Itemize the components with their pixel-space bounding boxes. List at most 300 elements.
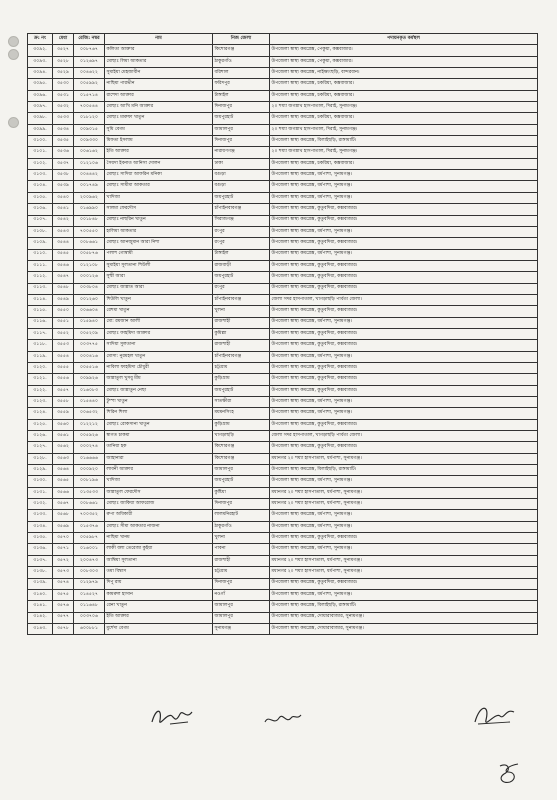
cell-home-district: সিরাজগঞ্জ xyxy=(213,215,270,226)
cell-home-district: কুমিল্লা xyxy=(213,328,270,339)
cell-home-district: পাবনা xyxy=(213,544,270,555)
cell-merit: ৩৫৩৫ xyxy=(53,136,74,147)
cell-home-district: খুলনা xyxy=(213,533,270,544)
cell-name: মোসা: নুরমহল খাতুন xyxy=(105,351,213,362)
table-row xyxy=(28,192,538,203)
cell-posting-station: উপজেলা স্বাস্থ্য কমপ্লেক্স, ধর্মপাশা, সুনামগঞ্জ। xyxy=(270,397,538,408)
cell-home-district: বরিশাল xyxy=(213,68,270,79)
cell-home-district: রাজবাড়ী xyxy=(213,260,270,271)
cell-name: জান্নাতুল ফেরদৌস xyxy=(105,487,213,498)
cell-name: রুপা অধিকারী xyxy=(105,510,213,521)
table-row xyxy=(28,544,538,555)
cell-registration: ০০০১২৬ xyxy=(74,272,105,283)
cell-name: নাছিমা পারভীন xyxy=(105,79,213,90)
table-row xyxy=(28,419,538,430)
cell-name: মোছাঃ আনজুমান আরা নিশা xyxy=(105,238,213,249)
cell-home-district: রাজশাহী xyxy=(213,317,270,328)
cell-home-district: জামালপুর xyxy=(213,124,270,135)
cell-serial: ৩১২৪. xyxy=(28,408,53,419)
cell-name: জাহানারা xyxy=(105,453,213,464)
cell-serial: ৩১২৩. xyxy=(28,397,53,408)
cell-registration: ০১৫৭১৪ xyxy=(74,90,105,101)
cell-registration: ০০০২৭৪ xyxy=(74,442,105,453)
cell-merit: ৩৫৭৪ xyxy=(53,578,74,589)
cell-merit: ৩৫৫৫ xyxy=(53,362,74,373)
header-posting-station: পদায়নকৃত কর্মস্থল xyxy=(270,34,538,45)
cell-registration: ০১৫৩৭৬ xyxy=(74,521,105,532)
cell-home-district: চাঁপাইনবাবগঞ্জ xyxy=(213,351,270,362)
cell-name: তমা বিশ্বাস xyxy=(105,567,213,578)
cell-posting-station: উপজেলা স্বাস্থ্য কমপ্লেক্স, ধর্মপাশা, সুনামগঞ্জ। xyxy=(270,510,538,521)
cell-merit: ৩৫৩১ xyxy=(53,90,74,101)
table-row xyxy=(28,238,538,249)
cell-posting-station: উপজেলা স্বাস্থ্য কমপ্লেক্স, কুতুবদিয়া, কক্সবাজার। xyxy=(270,204,538,215)
cell-registration: ০০৪৬২২ xyxy=(74,68,105,79)
table-row xyxy=(28,306,538,317)
table-row xyxy=(28,294,538,305)
table-row xyxy=(28,476,538,487)
cell-serial: ৩১৩২. xyxy=(28,499,53,510)
cell-posting-station: উপজেলা স্বাস্থ্য কমপ্লেক্স, ধর্মপাশা, সুনামগঞ্জ। xyxy=(270,544,538,555)
cell-posting-station: উপজেলা স্বাস্থ্য কমপ্লেক্স, ধর্মপাশা, সুনামগঞ্জ। xyxy=(270,589,538,600)
cell-serial: ৩১৪০. xyxy=(28,589,53,600)
cell-name: মিফতা ইসলাম xyxy=(105,136,213,147)
cell-home-district: জয়পুরহাট xyxy=(213,113,270,124)
cell-serial: ৩১২৭. xyxy=(28,442,53,453)
cell-serial: ৩১২৯. xyxy=(28,465,53,476)
table-row xyxy=(28,465,538,476)
cell-posting-station: উপজেলা স্বাস্থ্য কমপ্লেক্স, বিলাইছড়ি, রাঙ্গামাটি। xyxy=(270,136,538,147)
cell-name: মুর্শেদা বেগম xyxy=(105,623,213,634)
cell-posting-station: উপজেলা স্বাস্থ্য কমপ্লেক্স, কুতুবদিয়া, কক্সবাজার। xyxy=(270,215,538,226)
cell-name: কামরুল হাসান xyxy=(105,589,213,600)
table-row xyxy=(28,499,538,510)
cell-registration: ০০৯৩৩০ xyxy=(74,136,105,147)
cell-merit: ৩৫৫৮ xyxy=(53,397,74,408)
cell-serial: ৩১০৩. xyxy=(28,170,53,181)
table-row xyxy=(28,431,538,442)
cell-registration: ২০০৪৭৩ xyxy=(74,555,105,566)
cell-name: জান্নাতুল খুসবু মীম xyxy=(105,374,213,385)
cell-home-district: চাঁপাইনবাবগঞ্জ xyxy=(213,294,270,305)
cell-registration: ০০৫৯৮৭ xyxy=(74,533,105,544)
cell-merit: ৩৫৪৭ xyxy=(53,272,74,283)
cell-merit: ৩৫৩৬ xyxy=(53,147,74,158)
cell-registration: ৬০০৮৮১ xyxy=(74,623,105,634)
cell-serial: ৩০৯২. xyxy=(28,45,53,56)
cell-home-district: জয়পুরহাট xyxy=(213,192,270,203)
cell-name: ইতি আক্তার xyxy=(105,147,213,158)
cell-merit: ৩৫৬৫ xyxy=(53,476,74,487)
cell-serial: ৩০৯৬. xyxy=(28,90,53,101)
posting-table xyxy=(27,33,538,635)
cell-name: তানিয়া হক xyxy=(105,442,213,453)
cell-merit: ৩৫৬২ xyxy=(53,442,74,453)
cell-posting-station: উপজেলা স্বাস্থ্য কমপ্লেক্স, কুতুবদিয়া, কক্সবাজার। xyxy=(270,340,538,351)
cell-name: নাছিমা খানম xyxy=(105,533,213,544)
cell-serial: ৩১১৪. xyxy=(28,294,53,305)
table-row xyxy=(28,521,538,532)
cell-name: মো: রমজান আলী xyxy=(105,317,213,328)
cell-home-district: চট্টগ্রাম xyxy=(213,567,270,578)
cell-posting-station: জেলা সদর হাসপাতাল, খাগড়াছড়ি পার্বত্য জেলা। xyxy=(270,431,538,442)
header-home-district: নিজ জেলা xyxy=(213,34,270,45)
cell-merit: ৩৫২৭ xyxy=(53,45,74,56)
table-row xyxy=(28,453,538,464)
cell-posting-station: মধ্যনগর ২০ শয্যা হাসপাতাল, ধর্মপাশা, সুনামগঞ্জ। xyxy=(270,499,538,510)
cell-merit: ৩৫৫৩ xyxy=(53,340,74,351)
cell-posting-station: উপজেলা স্বাস্থ্য কমপ্লেক্স, ধর্মপাশা, সুনামগঞ্জ। xyxy=(270,181,538,192)
cell-serial: ৩১১১. xyxy=(28,260,53,271)
cell-serial: ৩১৩৪. xyxy=(28,521,53,532)
table-row xyxy=(28,362,538,373)
cell-name: সালমা ফেরদৌস xyxy=(105,204,213,215)
cell-registration: ০০১৭৪৯ xyxy=(74,181,105,192)
cell-merit: ৩৫৭৭ xyxy=(53,612,74,623)
cell-serial: ৩১০৭. xyxy=(28,215,53,226)
cell-registration: ০০৩৮০৪ xyxy=(74,283,105,294)
cell-home-district: কুড়িগ্রাম xyxy=(213,419,270,430)
cell-home-district: কিশোরগঞ্জ xyxy=(213,442,270,453)
cell-home-district: রংপুর xyxy=(213,238,270,249)
cell-serial: ৩১৪১. xyxy=(28,601,53,612)
cell-merit: ৩৫৬৪ xyxy=(53,465,74,476)
cell-home-district: টাঙ্গাইল xyxy=(213,249,270,260)
cell-registration: ০০৫২০৯ xyxy=(74,328,105,339)
cell-serial: ৩১৩৩. xyxy=(28,510,53,521)
cell-registration: ০১৬০০১ xyxy=(74,544,105,555)
table-row xyxy=(28,510,538,521)
cell-posting-station: উপজেলা স্বাস্থ্য কমপ্লেক্স, ধর্মপাশা, সুনামগঞ্জ। xyxy=(270,317,538,328)
cell-home-district: বগুড়া xyxy=(213,181,270,192)
cell-home-district: জয়পুরহাট xyxy=(213,385,270,396)
cell-name: নাবিলা ফাহমিদা চৌধুরী xyxy=(105,362,213,373)
cell-home-district: কুড়িগ্রাম xyxy=(213,374,270,385)
cell-serial: ৩১২৫. xyxy=(28,419,53,430)
cell-serial: ৩১২১. xyxy=(28,374,53,385)
cell-registration: ০০৫৯২৬ xyxy=(74,431,105,442)
cell-name: শিউলি খাতুন xyxy=(105,294,213,305)
cell-registration: ৭০০৫৫০ xyxy=(74,226,105,237)
table-row xyxy=(28,487,538,498)
cell-merit: ৩৫৫৭ xyxy=(53,385,74,396)
cell-merit: ৩৫৩৪ xyxy=(53,124,74,135)
cell-registration: ০০৯৯২৬ xyxy=(74,374,105,385)
cell-posting-station: উপজেলা স্বাস্থ্য কমপ্লেক্স, বিলাইছড়ি, রাঙ্গামাটি। xyxy=(270,465,538,476)
cell-posting-station: মধ্যনগর ২০ শয্যা হাসপাতাল, ধর্মপাশা, সুনামগঞ্জ। xyxy=(270,567,538,578)
table-row xyxy=(28,113,538,124)
cell-name: হালিমা আকতার xyxy=(105,226,213,237)
cell-merit: ৩৫৪৬ xyxy=(53,260,74,271)
cell-serial: ৩১১৭. xyxy=(28,328,53,339)
cell-posting-station: উপজেলা স্বাস্থ্য কমপ্লেক্স, কুতুবদিয়া, কক্সবাজার। xyxy=(270,385,538,396)
cell-merit: ৩৫৭১ xyxy=(53,544,74,555)
cell-serial: ৩১৩১. xyxy=(28,487,53,498)
cell-name: লাবনী আক্তার xyxy=(105,465,213,476)
table-row xyxy=(28,601,538,612)
cell-name: মোছাঃ ফাহমিদা আক্তার xyxy=(105,328,213,339)
cell-posting-station: উপজেলা স্বাস্থ্য কমপ্লেক্স, কুতুবদিয়া, কক্সবাজার। xyxy=(270,260,538,271)
cell-merit: ৩৫৪৪ xyxy=(53,238,74,249)
cell-posting-station: মধ্যনগর ২০ শয্যা হাসপাতাল, ধর্মপাশা, সুনামগঞ্জ। xyxy=(270,453,538,464)
cell-posting-station: উপজেলা স্বাস্থ্য কমপ্লেক্স, ধর্মপাশা, সুনামগঞ্জ। xyxy=(270,408,538,419)
cell-merit: ৩৫৪৩ xyxy=(53,226,74,237)
cell-posting-station: উপজেলা স্বাস্থ্য কমপ্লেক্স, কুতুবদিয়া, কক্সবাজার। xyxy=(270,283,538,294)
cell-registration: ০০১২৬০ xyxy=(74,294,105,305)
cell-serial: ৩১৪৩. xyxy=(28,623,53,634)
cell-serial: ৩০৯৯. xyxy=(28,124,53,135)
cell-serial: ৩১১৫. xyxy=(28,306,53,317)
cell-home-district: নওগাঁ xyxy=(213,589,270,600)
cell-registration: ০১৬৯৯০ xyxy=(74,204,105,215)
table-row xyxy=(28,124,538,135)
cell-merit: ৩৫৩৮ xyxy=(53,170,74,181)
cell-registration: ০১৬০৮৩ xyxy=(74,385,105,396)
cell-merit: ৩৫২৮ xyxy=(53,56,74,67)
cell-name: দিপু রায় xyxy=(105,578,213,589)
header-registration: রেজি: নম্বর xyxy=(74,34,105,45)
cell-registration: ০০৮৬৬১ xyxy=(74,238,105,249)
cell-name: ইতি আক্তার xyxy=(105,612,213,623)
cell-merit: ৩৫৬৬ xyxy=(53,487,74,498)
cell-name: মোছাঃ নাছরিন খাতুন xyxy=(105,215,213,226)
cell-serial: ৩১৪২. xyxy=(28,612,53,623)
cell-home-district: দিনাজপুর xyxy=(213,499,270,510)
cell-name: মোছাঃ মারুফা খাতুন xyxy=(105,113,213,124)
cell-merit: ৩৫৩৭ xyxy=(53,158,74,169)
cell-registration: ০১৩৫৩৩ xyxy=(74,487,105,498)
cell-posting-station: উপজেলা স্বাস্থ্য কমপ্লেক্স, ধর্মপাশা, সুনামগঞ্জ। xyxy=(270,249,538,260)
table-row xyxy=(28,272,538,283)
cell-posting-station: ২০ শয্যা জগন্নাথ হাসপাতাল, দিরাই, সুনামগঞ্জ। xyxy=(270,124,538,135)
cell-registration: ০১২১০৮ xyxy=(74,260,105,271)
cell-posting-station: উপজেলা স্বাস্থ্য কমপ্লেক্স, ধর্মপাশা, সুনামগঞ্জ। xyxy=(270,170,538,181)
cell-serial: ৩১০০. xyxy=(28,136,53,147)
cell-name: স্বাগত চাকমা xyxy=(105,431,213,442)
table-row xyxy=(28,68,538,79)
cell-registration: ২০০৯৬২ xyxy=(74,192,105,203)
cell-name: খাদিজা xyxy=(105,192,213,203)
cell-merit: ৩৫৪০ xyxy=(53,192,74,203)
cell-posting-station: জেলা সদর হাসপাতাল, খাগড়াছড়ি পার্বত্য জেলা। xyxy=(270,294,538,305)
header-serial: ক্র: নং xyxy=(28,34,53,45)
cell-posting-station: উপজেলা স্বাস্থ্য কমপ্লেক্স, দোয়ারাবাজার, সুনামগঞ্জ। xyxy=(270,612,538,623)
table-row xyxy=(28,158,538,169)
cell-home-district: রাজশাহী xyxy=(213,340,270,351)
cell-serial: ৩১২০. xyxy=(28,362,53,373)
cell-name: মোছাঃ জান্নাত আরা xyxy=(105,283,213,294)
cell-serial: ৩১১২. xyxy=(28,272,53,283)
cell-name: সৈয়দা ইবনাত আনিসা দোলন xyxy=(105,158,213,169)
cell-name: সুমাইয়া সুলতানা শিউলী xyxy=(105,260,213,271)
cell-serial: ৩০৯৪. xyxy=(28,68,53,79)
table-row xyxy=(28,45,538,56)
cell-serial: ৩১২২. xyxy=(28,385,53,396)
cell-serial: ৩১৩৫. xyxy=(28,533,53,544)
cell-merit: ৩৫৫০ xyxy=(53,306,74,317)
cell-name: মোছাঃ রোকসানা খাতুন xyxy=(105,419,213,430)
table-row xyxy=(28,578,538,589)
cell-posting-station: মধ্যনগর ২০ শয্যা হাসপাতাল, ধর্মপাশা, সুনামগঞ্জ। xyxy=(270,487,538,498)
cell-name: রেশমা খাতুন xyxy=(105,306,213,317)
cell-registration: ০১২২১২ xyxy=(74,419,105,430)
cell-home-district: নারায়ণগঞ্জ xyxy=(213,147,270,158)
cell-home-district: রংপুর xyxy=(213,226,270,237)
table-row xyxy=(28,260,538,271)
cell-merit: ৩৫৩০ xyxy=(53,79,74,90)
table-row xyxy=(28,215,538,226)
cell-serial: ৩১৩৭. xyxy=(28,555,53,566)
cell-name: মোছাঃ আখি মনি আক্তার xyxy=(105,102,213,113)
cell-merit: ৩৫৭৩ xyxy=(53,567,74,578)
signature-mark xyxy=(494,760,524,786)
cell-name: মোছাঃ লিমা আকতার xyxy=(105,56,213,67)
cell-posting-station: উপজেলা স্বাস্থ্য কমপ্লেক্স, পেকুয়া, কক্সবাজার। xyxy=(270,45,538,56)
cell-posting-station: উপজেলা স্বাস্থ্য কমপ্লেক্স, চকরিয়া, কক্সবাজার। xyxy=(270,113,538,124)
cell-posting-station: উপজেলা স্বাস্থ্য কমপ্লেক্স, চকরিয়া, কক্সবাজার। xyxy=(270,90,538,101)
cell-serial: ৩১৩৬. xyxy=(28,544,53,555)
cell-home-district: কুষ্টিয়া xyxy=(213,487,270,498)
cell-merit: ৩৫৩৯ xyxy=(53,181,74,192)
table-row xyxy=(28,340,538,351)
cell-merit: ৩৫৩৩ xyxy=(53,113,74,124)
signature-mark xyxy=(262,706,304,730)
table-row xyxy=(28,170,538,181)
cell-home-district: বগুড়া xyxy=(213,170,270,181)
header-name: নাম xyxy=(105,34,213,45)
cell-posting-station: উপজেলা স্বাস্থ্য কমপ্লেক্স, কুতুবদিয়া, কক্সবাজার। xyxy=(270,419,538,430)
cell-posting-station: উপজেলা স্বাস্থ্য কমপ্লেক্স, কুতুবদিয়া, কক্সবাজার। xyxy=(270,442,538,453)
cell-name: রেনা খাতুন xyxy=(105,601,213,612)
table-row xyxy=(28,374,538,385)
cell-posting-station: ২০ শয্যা জগন্নাথ হাসপাতাল, দিরাই, সুনামগঞ্জ। xyxy=(270,147,538,158)
cell-registration: ০০৬১৬২ xyxy=(74,147,105,158)
cell-posting-station: উপজেলা স্বাস্থ্য কমপ্লেক্স, কুতুবদিয়া, কক্সবাজার। xyxy=(270,578,538,589)
cell-home-district: দিনাজপুর xyxy=(213,578,270,589)
cell-name: পলাশ গোস্বামী xyxy=(105,249,213,260)
cell-name: মোছাঃ সামীমা আকতার xyxy=(105,181,213,192)
table-row xyxy=(28,589,538,600)
cell-posting-station: উপজেলা স্বাস্থ্য কমপ্লেক্স, পেকুয়া, কক্সবাজার। xyxy=(270,56,538,67)
cell-registration: ০১১৬৪৮ xyxy=(74,601,105,612)
table-row xyxy=(28,612,538,623)
cell-serial: ৩১৩৯. xyxy=(28,578,53,589)
cell-home-district: রংপুর xyxy=(213,283,270,294)
cell-name: টুম্পা খাতুন xyxy=(105,397,213,408)
cell-home-district: জামালপুর xyxy=(213,612,270,623)
cell-merit: ৩৫৬৩ xyxy=(53,453,74,464)
cell-home-district: দিনাজপুর xyxy=(213,102,270,113)
cell-home-district: সুনামগঞ্জ xyxy=(213,623,270,634)
table-row xyxy=(28,56,538,67)
table-row xyxy=(28,623,538,634)
cell-serial: ৩১২৮. xyxy=(28,453,53,464)
cell-home-district: ময়মনসিংহ xyxy=(213,408,270,419)
cell-name: রাশেদা আক্তার xyxy=(105,90,213,101)
table-row xyxy=(28,147,538,158)
cell-merit: ৩৫৩২ xyxy=(53,102,74,113)
cell-registration: ০০৫৯৯২ xyxy=(74,79,105,90)
cell-registration: ০১২৯৭৯ xyxy=(74,578,105,589)
cell-registration: ০১২৬৯৭ xyxy=(74,56,105,67)
cell-merit: ৩৫৬৯ xyxy=(53,521,74,532)
cell-serial: ৩১০৮. xyxy=(28,226,53,237)
table-row xyxy=(28,351,538,362)
cell-home-district: ঠাকুরগাঁও xyxy=(213,56,270,67)
table-row xyxy=(28,567,538,578)
table-row xyxy=(28,90,538,101)
cell-registration: ০০৮৬৬১ xyxy=(74,499,105,510)
cell-serial: ৩১১৯. xyxy=(28,351,53,362)
punch-hole xyxy=(8,117,19,128)
cell-registration: ০০৮৩০৩ xyxy=(74,567,105,578)
punch-hole xyxy=(8,49,19,60)
cell-serial: ৩০৯৮. xyxy=(28,113,53,124)
cell-registration: ০০৮৭৬৭ xyxy=(74,45,105,56)
cell-name: শিরিন শিলা xyxy=(105,408,213,419)
cell-merit: ৩৫৪৯ xyxy=(53,294,74,305)
cell-home-district: কিশোরগঞ্জ xyxy=(213,45,270,56)
cell-merit: ৩৫৪১ xyxy=(53,204,74,215)
cell-serial: ৩০৯৫. xyxy=(28,79,53,90)
cell-registration: ০০৬৬০৪ xyxy=(74,306,105,317)
cell-name: সুমি বেগম xyxy=(105,124,213,135)
cell-serial: ৩১০৬. xyxy=(28,204,53,215)
cell-registration: ০০৫৮৭৬ xyxy=(74,249,105,260)
table-row xyxy=(28,226,538,237)
table-row xyxy=(28,408,538,419)
cell-registration: ০০৮১৯৬ xyxy=(74,476,105,487)
punch-hole xyxy=(8,36,19,47)
cell-home-district: জয়পুরহাট xyxy=(213,272,270,283)
cell-serial: ৩১১৩. xyxy=(28,283,53,294)
cell-registration: ০০১৮৪৮ xyxy=(74,215,105,226)
cell-posting-station: উপজেলা স্বাস্থ্য কমপ্লেক্স, কুতুবদিয়া, কক্সবাজার। xyxy=(270,306,538,317)
cell-name: কলিতা আক্তার xyxy=(105,45,213,56)
cell-posting-station: উপজেলা স্বাস্থ্য কমপ্লেক্স, দোয়ারাবাজার, সুনামগঞ্জ। xyxy=(270,623,538,634)
cell-name: মোছাঃ সীমা আকতার নাজনা xyxy=(105,521,213,532)
cell-posting-station: উপজেলা স্বাস্থ্য কমপ্লেক্স, নাইক্ষ্যংছড়ি, বান্দরবান। xyxy=(270,68,538,79)
signature-mark xyxy=(148,702,196,730)
cell-posting-station: উপজেলা স্বাস্থ্য কমপ্লেক্স, চকরিয়া, কক্সবাজার। xyxy=(270,158,538,169)
cell-home-district: লালমনিরহাট xyxy=(213,510,270,521)
table-body xyxy=(28,45,538,635)
cell-merit: ৩৫২৯ xyxy=(53,68,74,79)
cell-home-district: টাঙ্গাইল xyxy=(213,90,270,101)
table-row xyxy=(28,181,538,192)
cell-registration: ০১৮১২০ xyxy=(74,113,105,124)
table-row xyxy=(28,555,538,566)
cell-merit: ৩৫৭৫ xyxy=(53,589,74,600)
cell-merit: ৩৫৪২ xyxy=(53,215,74,226)
cell-posting-station: উপজেলা স্বাস্থ্য কমপ্লেক্স, কুতুবদিয়া, কক্সবাজার। xyxy=(270,238,538,249)
cell-name: সাদিয়া সুলতানা xyxy=(105,340,213,351)
cell-serial: ৩১৩০. xyxy=(28,476,53,487)
cell-posting-station: উপজেলা স্বাস্থ্য কমপ্লেক্স, কুতুবদিয়া, কক্সবাজার। xyxy=(270,374,538,385)
cell-registration: ০০৩৭০৬ xyxy=(74,612,105,623)
cell-home-district: চাঁপাইনবাবগঞ্জ xyxy=(213,204,270,215)
cell-posting-station: উপজেলা স্বাস্থ্য কমপ্লেক্স, বিলাইছড়ি, রাঙ্গামাটি। xyxy=(270,601,538,612)
cell-registration: ০১৬৬৬৬ xyxy=(74,453,105,464)
cell-merit: ৩৫৫১ xyxy=(53,317,74,328)
cell-posting-station: উপজেলা স্বাস্থ্য কমপ্লেক্স, কুতুবদিয়া, কক্সবাজার। xyxy=(270,272,538,283)
cell-serial: ৩১১০. xyxy=(28,249,53,260)
cell-name: খাদিজা xyxy=(105,476,213,487)
cell-posting-station: ২০ শয্যা জগন্নাথ হাসপাতাল, দিরাই, সুনামগঞ্জ। xyxy=(270,102,538,113)
cell-posting-station: উপজেলা স্বাস্থ্য কমপ্লেক্স, ধর্মপাশা, সুনামগঞ্জ। xyxy=(270,226,538,237)
table-row xyxy=(28,102,538,113)
cell-name: মোছাঃ সাদিয়া আফরিন মনিকা xyxy=(105,170,213,181)
